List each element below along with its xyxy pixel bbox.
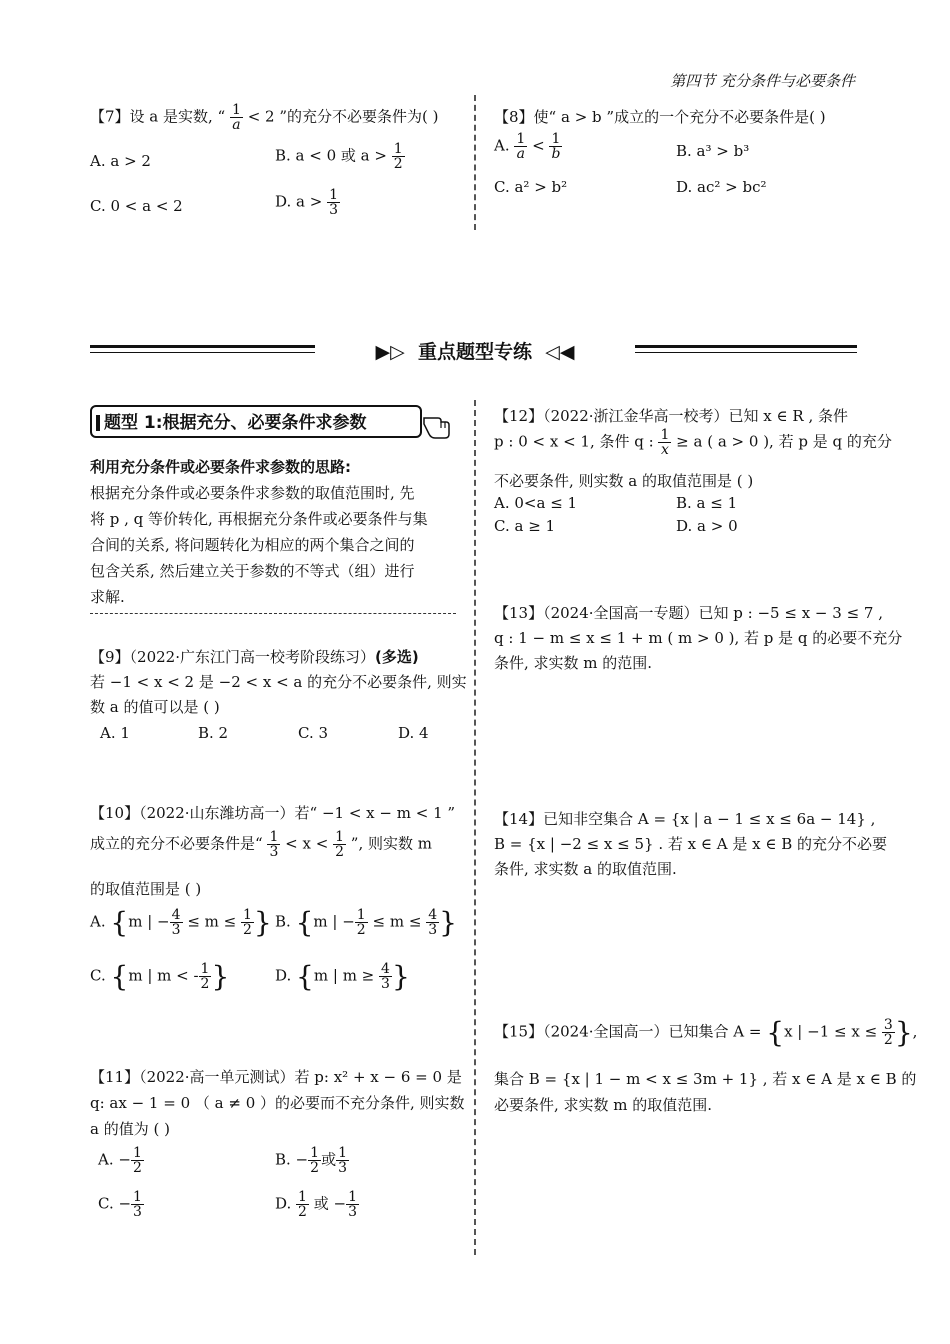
arrows-left-icon: ▶▷: [375, 341, 405, 363]
type-tag: 题型 1:根据充分、必要条件求参数: [90, 405, 422, 438]
q12-option-a[interactable]: A. 0<a ≤ 1: [494, 494, 578, 512]
section-rule-right-thin: [635, 352, 857, 353]
q11-option-c[interactable]: C. − $\frac{1}{3}$: [98, 1189, 142, 1220]
q9-option-c[interactable]: C. 3: [298, 724, 329, 742]
section-rule-right: [635, 345, 857, 348]
column-divider-top: [474, 95, 476, 230]
q8-option-d[interactable]: D. ac² > bc²: [676, 178, 767, 196]
column-divider-bottom: [474, 400, 476, 1255]
method-body: 根据充分条件或必要条件求参数的取值范围时, 先 将 p , q 等价转化, 再根据充分条件或必要条件与集 合间的关系, 将问题转化为相应的两个集合之间的 包含关系, 然后建立关于参数的不等式（组）进行 求解.: [90, 484, 428, 606]
method-divider: [90, 613, 456, 614]
q7-option-a[interactable]: A. a > 2: [90, 152, 151, 170]
pointing-hand-icon: [422, 410, 454, 440]
q10-option-c[interactable]: C. {m | m < - $\frac{1}{2}$ }: [90, 960, 230, 993]
chapter-header: 第四节 充分条件与必要条件: [670, 72, 855, 90]
q7-head: 【7】设 a 是实数, “: [90, 107, 226, 126]
q11-option-b[interactable]: B. − $\frac{1}{2}$ 或 $\frac{1}{3}$: [275, 1145, 347, 1176]
q9-option-d[interactable]: D. 4: [398, 724, 429, 742]
q8-option-a[interactable]: A. $\frac{1}{a}$ < $\frac{1}{b}$: [494, 131, 561, 162]
section-rule-left-thin: [90, 352, 315, 353]
q8-option-c[interactable]: C. a² > b²: [494, 178, 568, 196]
q11-option-a[interactable]: A. − $\frac{1}{2}$: [98, 1145, 142, 1176]
section-rule-left: [90, 345, 315, 348]
q8-option-b[interactable]: B. a³ > b³: [676, 142, 750, 160]
q12-option-d[interactable]: D. a > 0: [676, 517, 738, 535]
q11-option-d[interactable]: D. $\frac{1}{2}$ 或 − $\frac{1}{3}$: [275, 1189, 358, 1220]
arrows-right-icon: ◁◀: [545, 341, 575, 363]
method-title: 利用充分条件或必要条件求参数的思路:: [90, 458, 352, 476]
q12-option-b[interactable]: B. a ≤ 1: [676, 494, 738, 512]
q7-option-b[interactable]: B. a < 0 或 a > $\frac{1}{2}$: [275, 141, 403, 172]
q10-option-b[interactable]: B. {m | − $\frac{1}{2}$ ≤ m ≤ $\frac{4}{3}$ }: [275, 906, 457, 939]
q12-option-c[interactable]: C. a ≥ 1: [494, 517, 556, 535]
q7-option-c[interactable]: C. 0 < a < 2: [90, 197, 183, 215]
section-title: ▶▷ 重点题型专练 ◁◀: [375, 341, 575, 363]
q9-option-a[interactable]: A. 1: [100, 724, 130, 742]
q7-tail: < 2 ”的充分不必要条件为( ): [247, 107, 439, 126]
q8-head: 【8】使“ a > b ”成立的一个充分不必要条件是( ): [494, 108, 826, 126]
q7-option-d[interactable]: D. a > $\frac{1}{3}$: [275, 187, 339, 218]
q10-option-a[interactable]: A. {m | − $\frac{4}{3}$ ≤ m ≤ $\frac{1}{2}$ }: [90, 906, 272, 939]
q7-fraction: $\frac{1}{a}$: [232, 102, 241, 133]
q9-option-b[interactable]: B. 2: [198, 724, 229, 742]
q10-option-d[interactable]: D. {m | m ≥ $\frac{4}{3}$ }: [275, 960, 410, 993]
